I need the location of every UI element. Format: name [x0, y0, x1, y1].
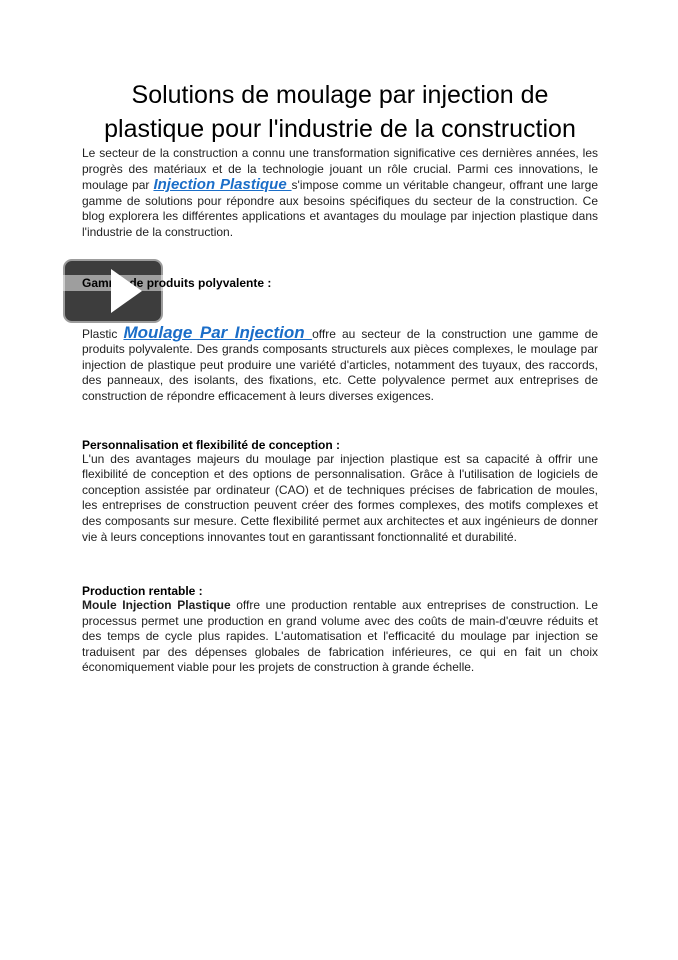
document-content — [0, 78, 678, 676]
video-embed-area — [82, 259, 598, 325]
production-text: offre une production rentable aux entreprises de construction. Le processus permet une production en grand volume avec des coûts de main-d'œuvre réduits et des temps de cycle plus rapides. L'automatisation et l'efficacité du moulage par injection se traduisent par des dépenses globales de fabrication inférieures, ce qui en fait un choix économiquement viable pour les projets de construction à grande échelle. — [82, 598, 598, 675]
intro-text-after: s'impose comme un véritable changeur, offrant une large gamme de solutions pour répondre aux besoins spécifiques du secteur de la construction. Ce blog explorera les différentes applications et avantages du moulage par injection plastique dans l'industrie de la construction. — [82, 178, 599, 239]
video-play-button[interactable] — [63, 259, 163, 323]
section-heading-production: Production rentable : — [82, 584, 203, 599]
personnalisation-paragraph: L'un des avantages majeurs du moulage par injection plastique est sa capacité à offrir une flexibilité de conception et des options de personnalisation. Grâce à l'utilisation de logiciels de conception assistée par ordinateur (CAO) et de techniques précises de fabrication de moules, les entreprises de construction peuvent créer des formes complexes, des motifs complexes et des composants sur mesure. Cette flexibilité permet aux architectes et aux ingénieurs de donner vie à leurs conceptions innovantes tout en garantissant fonctionnalité et durabilité. — [82, 451, 598, 544]
gamme-text-after: offre au secteur de la construction une gamme de produits polyvalente. Des grands composants structurels aux pièces complexes, le moulage par injection de plastique peut produire une variété d'articles, notamment des tuyaux, des raccords, des panneaux, des isolants, des fixations, etc. Cette polyvalence permet aux entreprises de construction de répondre efficacement à leurs diverses exigences. — [82, 326, 598, 403]
gamme-text-before: Plastic — [82, 326, 124, 341]
section-heading-personnalisation: Personnalisation et flexibilité de conception : — [82, 437, 341, 452]
gamme-paragraph — [82, 322, 598, 405]
injection-plastique-link[interactable]: Injection Plastique — [153, 176, 292, 194]
moulage-par-injection-link[interactable]: Moulage Par Injection — [123, 322, 313, 342]
production-paragraph — [82, 598, 598, 676]
production-bold-lead: Moule Injection Plastique — [82, 598, 231, 613]
page-title: Solutions de moulage par injection de plastique pour l'industrie de la construction — [104, 81, 576, 143]
intro-paragraph — [82, 146, 598, 241]
intro-text-before: Le secteur de la construction a connu une transformation significative ces dernières années, les progrès des matériaux et de la technologie jouant un rôle crucial. Parmi ces innovations, le moulage par — [82, 146, 598, 193]
section-heading-gamme: Gamme de produits polyvalente : — [63, 275, 598, 291]
